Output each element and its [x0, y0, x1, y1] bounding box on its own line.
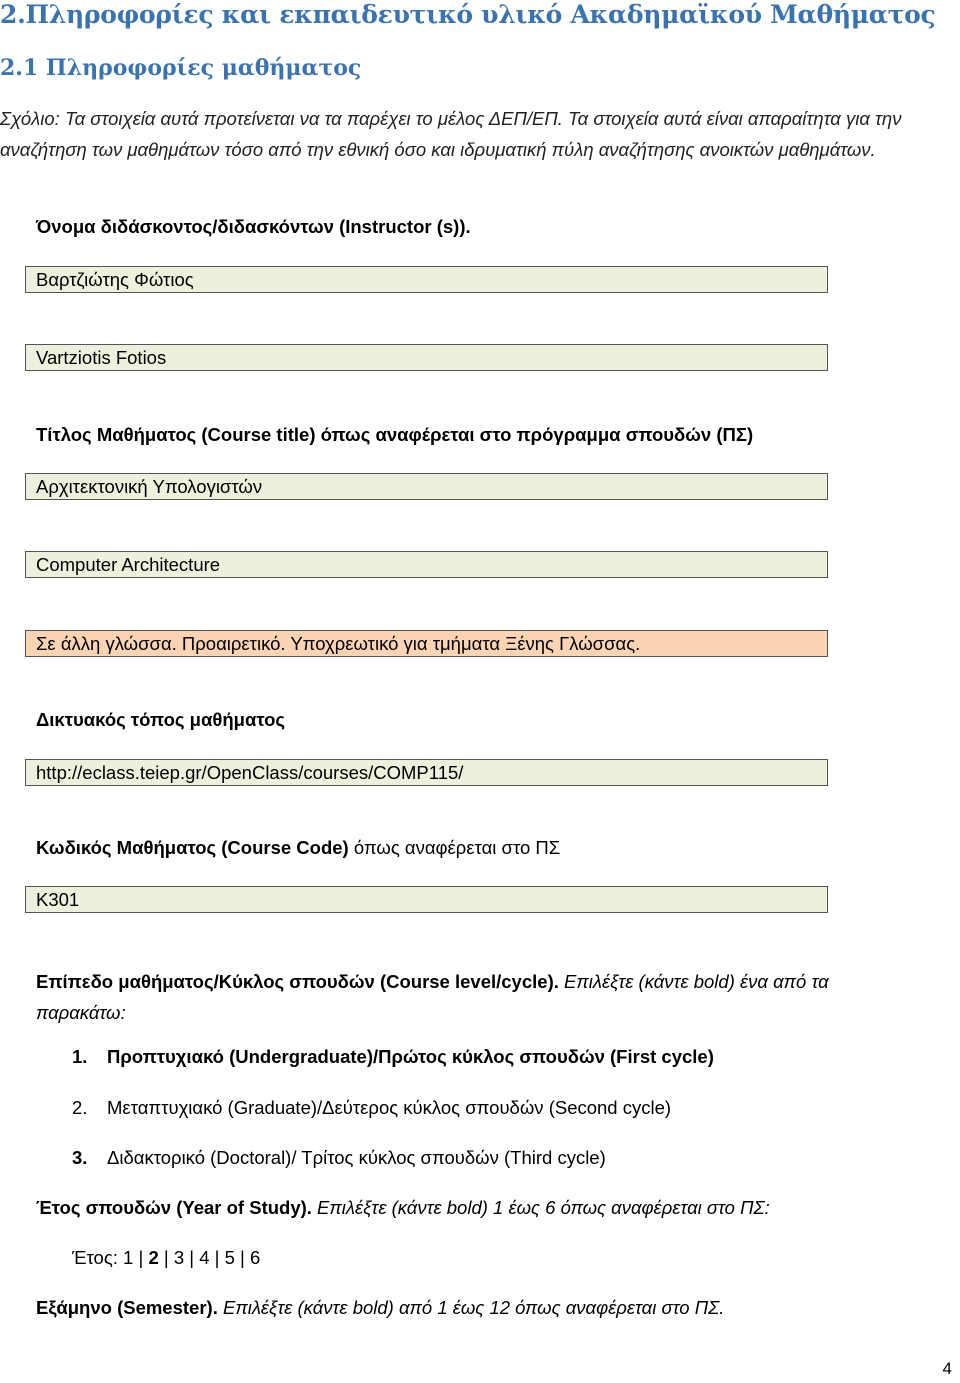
section-heading: 2.Πληροφορίες και εκπαιδευτικό υλικό Ακαδημαϊκού Μαθήματος	[0, 0, 936, 29]
page-number: 4	[942, 1359, 952, 1378]
course-title-greek-field[interactable]: Αρχιτεκτονική Υπολογιστών	[25, 473, 828, 500]
level-label-bold: Επίπεδο μαθήματος/Κύκλος σπουδών (Course level/cycle).	[36, 971, 559, 992]
subsection-heading: 2.1 Πληροφορίες μαθήματος	[0, 55, 362, 81]
level-option-number: 1.	[72, 1046, 88, 1067]
year-option-3[interactable]: 3	[173, 1247, 185, 1268]
level-option-text: Προπτυχιακό (Undergraduate)/Πρώτος κύκλος σπουδών (First cycle)	[107, 1046, 714, 1067]
year-prefix: Έτος:	[72, 1247, 118, 1268]
year-label-instruction: Επιλέξτε (κάντε bold) 1 έως 6 όπως αναφέρεται στο ΠΣ:	[311, 1197, 770, 1218]
website-label: Δικτυακός τόπος μαθήματος	[36, 709, 286, 730]
semester-label-instruction: Επιλέξτε (κάντε bold) από 1 έως 12 όπως αναφέρεται στο ΠΣ.	[217, 1297, 725, 1318]
semester-label-bold: Εξάμηνο (Semester).	[36, 1297, 218, 1318]
course-code-label	[36, 837, 560, 859]
website-field[interactable]: http://eclass.teiep.gr/OpenClass/courses/COMP115/	[25, 759, 828, 786]
instructor-greek-field[interactable]: Βαρτζιώτης Φώτιος	[25, 266, 828, 293]
year-label	[36, 1197, 770, 1219]
year-option-2[interactable]: 2	[148, 1247, 159, 1268]
semester-label	[36, 1297, 724, 1319]
level-option-doctoral[interactable]	[72, 1147, 606, 1169]
instructor-label: Όνομα διδάσκοντος/διδασκόντων (Instructor (s)).	[36, 216, 471, 237]
level-option-graduate[interactable]	[72, 1097, 671, 1119]
course-code-label-rest: όπως αναφέρεται στο ΠΣ	[348, 837, 561, 858]
year-option-4[interactable]: 4	[199, 1247, 210, 1268]
comment-note: Σχόλιο: Τα στοιχεία αυτά προτείνεται να τα παρέχει το μέλος ΔΕΠ/ΕΠ. Τα στοιχεία αυτά είναι απαραίτητα για την αναζήτηση των μαθημάτων τόσο από την εθνική όσο και ιδρυματική πύλη αναζήτησης ανοικτών μαθημάτων.	[0, 108, 902, 160]
year-label-bold: Έτος σπουδών (Year of Study).	[36, 1197, 312, 1218]
level-label-instruction: Επιλέξτε (κάντε bold) ένα από τα παρακάτω:	[36, 971, 829, 1023]
level-option-undergraduate[interactable]	[72, 1046, 714, 1068]
year-option-1[interactable]: 1	[123, 1247, 134, 1268]
course-title-english-field[interactable]: Computer Architecture	[25, 551, 828, 578]
level-option-number: 3.	[72, 1147, 88, 1168]
level-label	[36, 966, 916, 1028]
course-code-field[interactable]: Κ301	[25, 886, 828, 913]
year-selector: Έτος: 1 | 2 | 3 | 4 | 5 | 6	[72, 1247, 261, 1268]
instructor-english-field[interactable]: Vartziotis Fotios	[25, 344, 828, 371]
year-option-6[interactable]: 6	[250, 1247, 261, 1268]
course-code-label-bold: Κωδικός Μαθήματος (Course Code)	[36, 837, 349, 858]
year-option-5[interactable]: 5	[224, 1247, 235, 1268]
course-title-label: Τίτλος Μαθήματος (Course title) όπως αναφέρεται στο πρόγραμμα σπουδών (ΠΣ)	[36, 424, 754, 445]
level-option-text: Μεταπτυχιακό (Graduate)/Δεύτερος κύκλος σπουδών (Second cycle)	[107, 1097, 672, 1118]
level-option-text: Διδακτορικό (Doctoral)/ Τρίτος κύκλος σπουδών (Third cycle)	[107, 1147, 606, 1168]
level-option-number: 2.	[72, 1097, 88, 1118]
course-title-other-language-field[interactable]: Σε άλλη γλώσσα. Προαιρετικό. Υποχρεωτικό για τμήματα Ξένης Γλώσσας.	[25, 630, 828, 657]
